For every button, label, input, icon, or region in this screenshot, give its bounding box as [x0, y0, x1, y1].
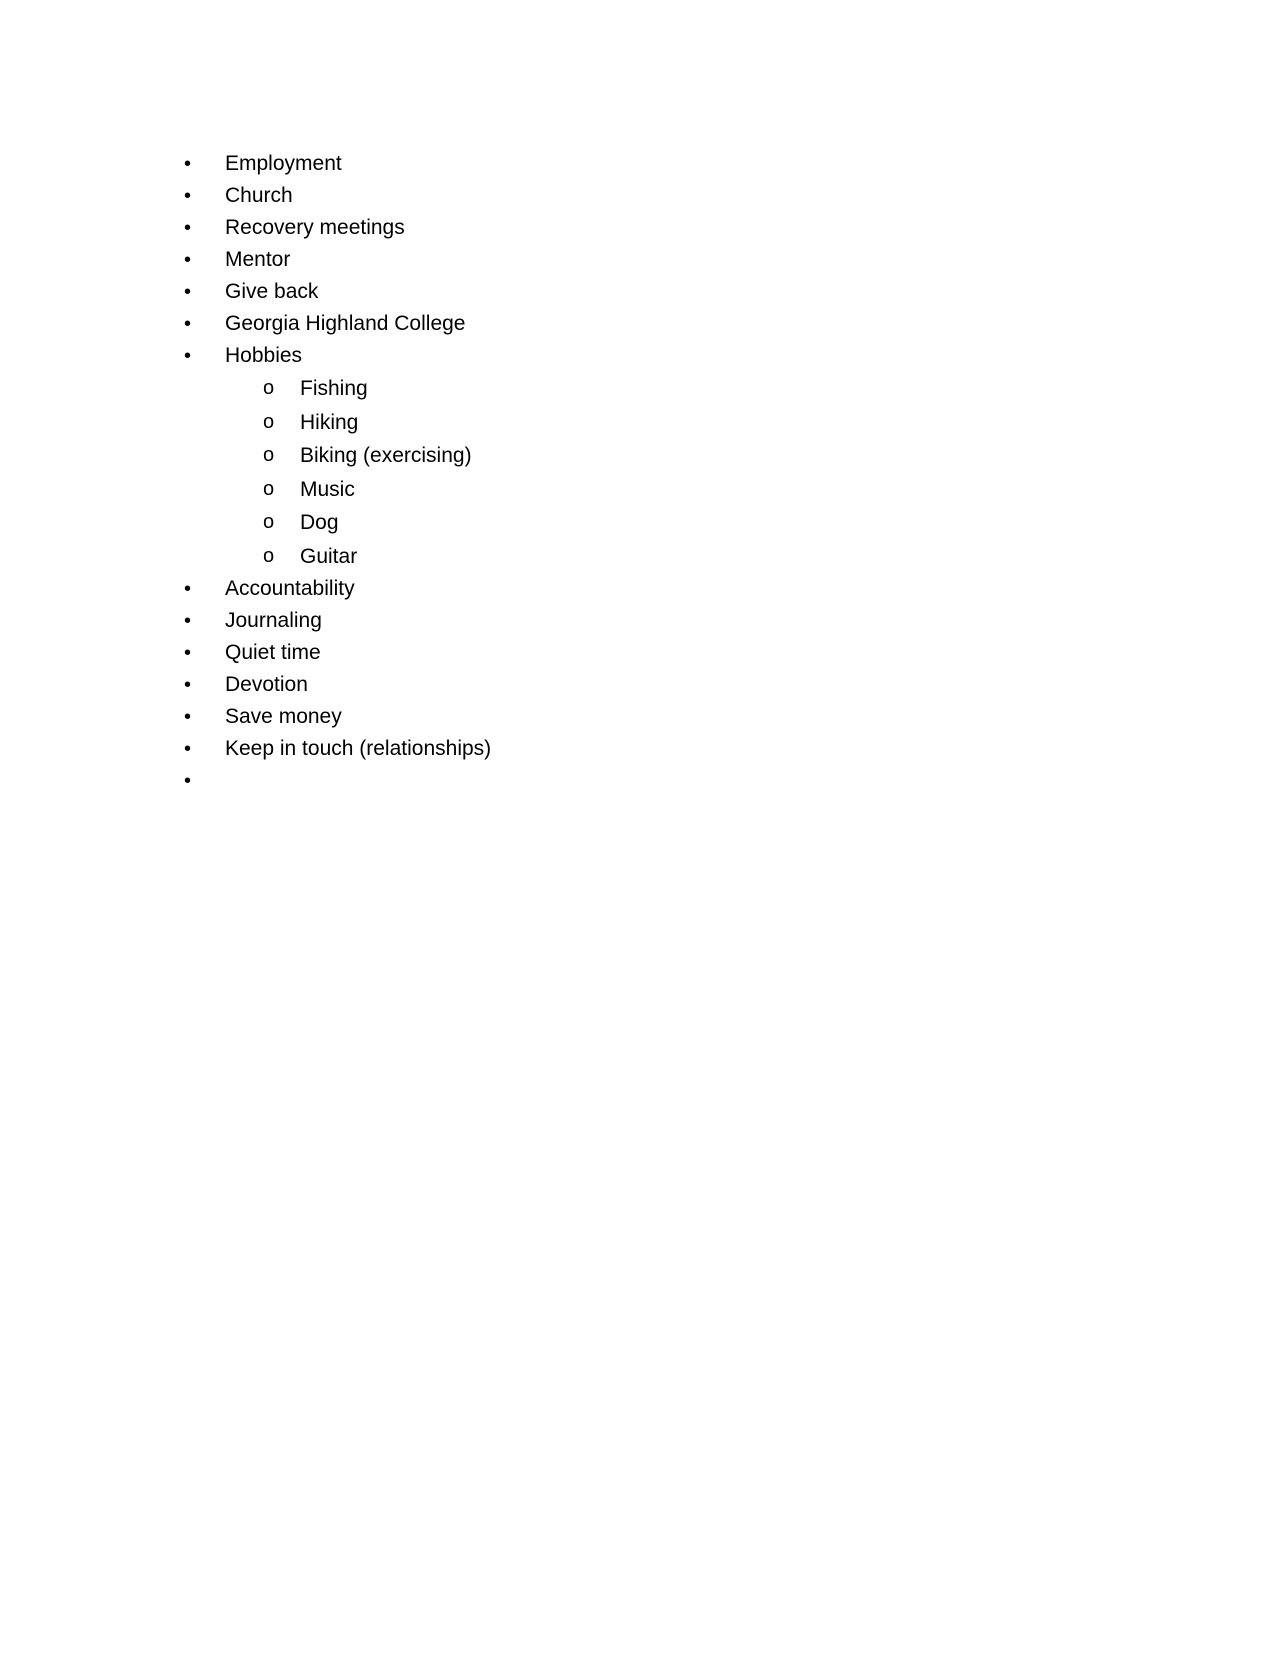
sub-bullet-icon: o [263, 377, 275, 399]
sub-list-item-text: Dog [300, 511, 339, 534]
list-item-text: Mentor [225, 248, 291, 271]
sub-list-item-text: Music [300, 477, 355, 501]
bullet-icon: • [184, 738, 192, 760]
sub-bullet-icon: o [263, 444, 275, 466]
sub-list-item-text: Guitar [300, 544, 358, 568]
bullet-icon: • [184, 249, 192, 271]
bullet-icon: • [184, 642, 192, 664]
bullet-icon: • [184, 185, 192, 207]
bullet-icon: • [184, 770, 192, 792]
list-item-text: Employment [225, 152, 342, 175]
bullet-icon: • [184, 345, 192, 367]
list-item-text: Devotion [225, 673, 308, 696]
list-item-text: Recovery meetings [225, 216, 405, 239]
list-item-text: Give back [225, 280, 319, 303]
list-item-text: Accountability [225, 577, 355, 600]
sub-bullet-icon: o [263, 511, 275, 533]
bullet-icon: • [184, 610, 192, 632]
bullet-icon: • [184, 217, 192, 239]
sub-bullet-icon: o [263, 477, 275, 500]
sub-list-item-text: Fishing [300, 377, 368, 400]
bullet-icon: • [184, 313, 192, 335]
list-item-text: Save money [225, 705, 342, 728]
bullet-icon: • [184, 674, 192, 696]
bullet-icon: • [184, 281, 192, 303]
list-item-text: Church [225, 184, 293, 207]
sub-bullet-icon: o [263, 410, 275, 433]
sub-bullet-icon: o [263, 544, 275, 567]
list-item-text: Quiet time [225, 641, 321, 664]
list-item-text: Hobbies [225, 344, 303, 367]
sub-list-item-text: Hiking [300, 410, 359, 434]
bullet-icon: • [184, 153, 192, 175]
list-item-text: Journaling [225, 609, 322, 632]
sub-list-item-text: Biking (exercising) [300, 444, 472, 467]
bullet-icon: • [184, 578, 192, 600]
list-item-text: Georgia Highland College [225, 312, 466, 335]
bullet-icon: • [184, 706, 192, 728]
list-item-text: Keep in touch (relationships) [225, 737, 492, 760]
